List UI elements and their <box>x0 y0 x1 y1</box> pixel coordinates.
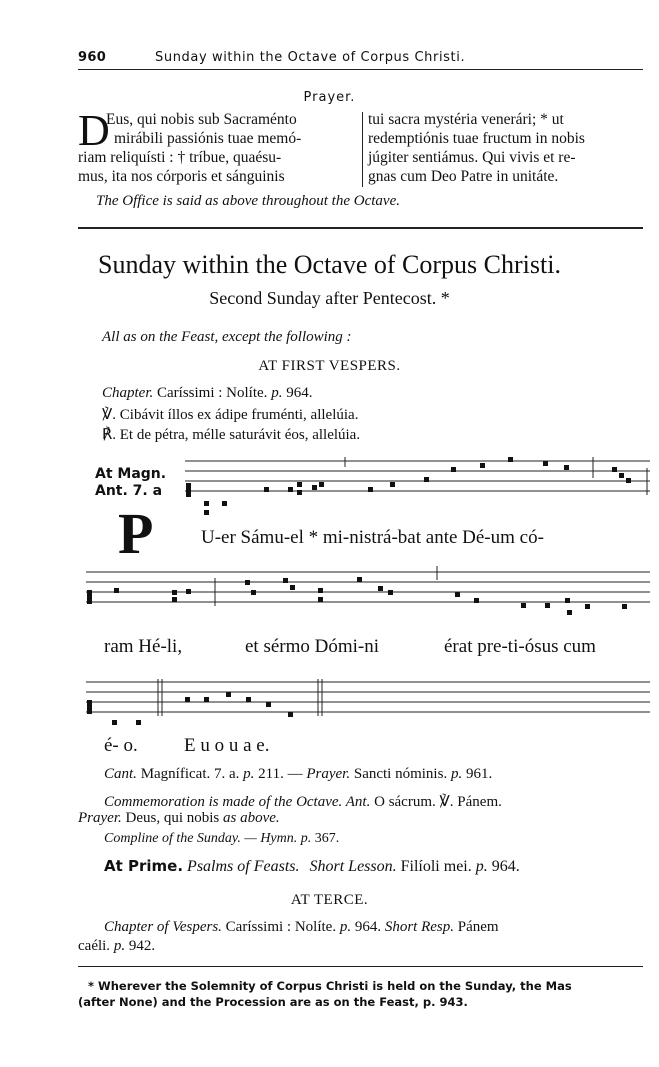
cant-p: p. <box>243 766 255 782</box>
terce-p: p. <box>339 919 352 935</box>
chant-label-ant: Ant. 7. a <box>95 483 163 499</box>
cant-line <box>104 766 492 783</box>
versicle-symbol: ℣. <box>102 407 117 423</box>
terce-heading: AT TERCE. <box>290 892 369 908</box>
compline-line <box>104 831 339 847</box>
terce-line2-text: caéli. <box>78 938 114 954</box>
versicle-text: Cibávit íllos ex ádipe fruménti, allelúia. <box>116 407 359 423</box>
cant-page2: 961. <box>462 766 493 782</box>
prayer-right-line: tui sacra mystéria venerári; * ut <box>368 111 564 128</box>
prayer-right-line: júgiter sentiámus. Qui vivis et re- <box>368 149 576 166</box>
commemoration-prayer-text: Deus, qui nobis <box>121 810 223 826</box>
running-title: Sunday within the Octave of Corpus Christi. <box>155 50 466 65</box>
footnote-rule <box>78 966 643 967</box>
prime-page: 964. <box>487 858 520 875</box>
chant-lyric-3b: E u o u a e. <box>184 735 270 756</box>
commemoration-italic: Commemoration is made of the Octave. Ant. <box>104 794 371 810</box>
cant-label: Cant. <box>104 766 137 782</box>
chant-lyric-3a: é- o. <box>104 735 138 756</box>
terce-line-2 <box>78 938 155 955</box>
prime-italic-2: Short Lesson. <box>305 858 397 875</box>
chant-label-magn: At Magn. <box>95 466 167 482</box>
footnote-line-1: * Wherever the Solemnity of Corpus Christi is held on the Sunday, the Mas <box>88 979 572 993</box>
footnote <box>78 978 648 1010</box>
cant-prayer-text: Sancti nóminis. <box>350 766 451 782</box>
prime-italic-1: Psalms of Feasts. <box>183 858 300 875</box>
compline-page: 367. <box>311 831 340 846</box>
chant-initial: P <box>118 501 154 566</box>
commemoration-prayer-line <box>78 810 280 827</box>
terce-p2: p. <box>113 938 126 954</box>
terce-text: Caríssimi : Nolíte. <box>221 919 340 935</box>
terce-page: 964. <box>351 919 385 935</box>
chapter-label: Chapter. <box>102 385 154 401</box>
footnote-line-2: (after None) and the Procession are as on the Feast, p. 943. <box>78 995 468 1009</box>
chant-lyric-2b: et sérmo Dómi-ni <box>245 636 380 657</box>
prayer-right-line: redemptiónis tuae fructum in nobis <box>368 130 585 147</box>
response-text: Et de pétra, mélle saturávit éos, allelúia. <box>116 427 361 443</box>
office-note: The Office is said as above throughout the Octave. <box>96 193 400 209</box>
commemoration-line <box>104 792 502 811</box>
terce-italic: Chapter of Vespers. <box>104 919 222 935</box>
cant-text: Magníficat. 7. a. <box>136 766 244 782</box>
compline-italic: Compline of the Sunday. — Hymn. p. <box>104 831 312 846</box>
cant-prayer-label: Prayer. <box>306 766 351 782</box>
chant-lyric-2a: ram Hé-li, <box>104 636 183 657</box>
drop-cap: D <box>78 106 110 155</box>
all-as-note: All as on the Feast, except the following : <box>102 329 352 345</box>
prime-line <box>104 857 520 876</box>
prayer-heading: Prayer. <box>303 90 356 105</box>
terce-resp: Short Resp. <box>384 919 455 935</box>
terce-line <box>104 919 499 936</box>
response-symbol: ℟. <box>102 427 117 443</box>
chant-lyric-2c: érat pre-ti-ósus cum <box>444 636 596 657</box>
chapter-p: p. <box>271 385 283 401</box>
prime-p: p. <box>475 858 488 875</box>
page-number: 960 <box>78 50 107 65</box>
prayer-right-line: gnas cum Deo Patre in unitáte. <box>368 168 559 185</box>
prayer-left-line: mus, ita nos córporis et sánguinis <box>78 168 285 185</box>
section-subtitle: Second Sunday after Pentecost. * <box>209 288 450 308</box>
chant-lyric-1: U-er Sámu-el * mi-nistrá-bat ante Dé-um có- <box>201 527 544 548</box>
chapter-text: Caríssimi : Nolíte. <box>153 385 272 401</box>
commemoration-text: O sácrum. <box>370 794 440 810</box>
terce-page2: 942. <box>125 938 156 954</box>
cant-page: 211. — <box>254 766 307 782</box>
prayer-left-line: riam reliquísti : † tríbue, quaésu- <box>78 149 282 166</box>
terce-panem: Pánem <box>454 919 499 935</box>
commemoration-versicle-text: Pánem. <box>453 794 502 810</box>
commemoration-versicle: ℣. <box>439 794 454 810</box>
prime-text: Filíoli mei. <box>396 858 476 875</box>
prayer-left-line: Eus, qui nobis sub Sacraménto <box>106 111 297 128</box>
cant-p2: p. <box>450 766 463 782</box>
chapter-page: 964. <box>282 385 313 401</box>
prayer-left-line: mirábili passiónis tuae memó- <box>114 130 302 147</box>
commemoration-prayer-label: Prayer. <box>78 810 122 826</box>
section-title: Sunday within the Octave of Corpus Christi. <box>98 250 561 279</box>
commemoration-as-above: as above. <box>223 810 280 826</box>
prime-label: At Prime. <box>104 857 184 875</box>
first-vespers-heading: AT FIRST VESPERS. <box>258 358 401 374</box>
